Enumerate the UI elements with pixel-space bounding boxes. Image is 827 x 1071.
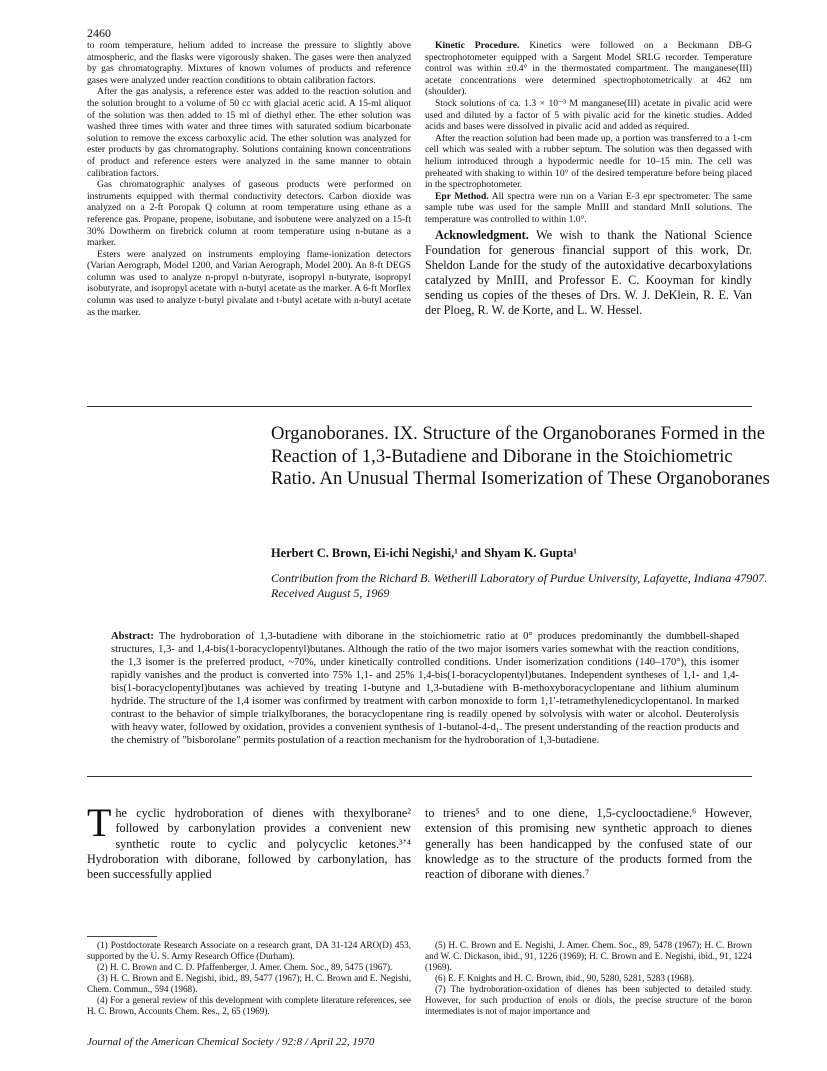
section-divider [87, 406, 752, 407]
paragraph [425, 191, 752, 226]
abstract-text: The hydroboration of 1,3-butadiene with diborane in the stoichiometric ratio at 0° produces predominantly the dumbbell-shaped structures, 1,3- and 1,4-bis(1-boracyclopentyl)butanes. Although the ratio of the two major isomers varies somewhat with the reaction conditions, the 1,3 isomer is the preferred product, ~70%, under kinetically controlled conditions. Under isomerization conditions (140–170°), this isomer rapidly vanishes and the product is converted into 75% 1,1- and 25% 1,4-bis(1-boracyclopentyl)butanes. Independent syntheses of 1,1- and 1,4-bis(1-boracyclopentyl)butanes was achieved by treating 1-butyne and 1,3-butadiene with B-methoxyboracyclopentane and lithium aluminum hydride. The structure of the 1,4 isomer was confirmed by treatment with carbon monoxide to form 1,1′-tetramethylenedicyclopentanol. In marked contrast to the behavior of simple trialkylboranes, the boracyclopentane ring is readily opened by solvolysis with water or alcohol. Deuterolysis with heavy water, followed by oxidation, provides a convenient synthesis of 1-butanol-4-d₁. The present understanding of the reaction products and the chemistry of "bisborolane" permits postulation of a reaction mechanism for the hydroboration of 1,3-butadiene. [111, 631, 739, 746]
footnote: (1) Postdoctorate Research Associate on a research grant, DA 31-124 ARO(D) 453, supported by the U. S. Army Research Office (Durham). [87, 940, 411, 961]
article-affiliation: Contribution from the Richard B. Wetherill Laboratory of Purdue University, Lafayette, Indiana 47907. Received August 5, 1969 [271, 571, 768, 600]
body-text: he cyclic hydroboration of dienes with thexylborane² followed by carbonylation provides a convenient new synthetic route to cyclic and polycyclic ketones.³ʼ⁴ Hydroboration with diborane, followed by carbonylation, has been successfully applied [87, 806, 411, 882]
footnote-rule [87, 936, 157, 937]
footnote: (2) H. C. Brown and C. D. Pfaffenberger, J. Amer. Chem. Soc., 89, 5475 (1967). [97, 962, 393, 972]
body-text-left [87, 800, 411, 882]
article-title: Organoboranes. IX. Structure of the Organoboranes Formed in the Reaction of 1,3-Butadiene and Diborane in the Stoichiometric Ratio. An Unusual Thermal Isomerization of These Organoboranes [271, 423, 770, 490]
paragraph: After the reaction solution had been made up, a portion was transferred to a 1-cm cell which was sealed with a rubber septum. The solution was then degassed with helium introduced through a hypodermic needle for 10–15 min. The cell was preheated with shaking to within 10° of the desired temperature before being placed in the spectrophotometer. [425, 132, 752, 191]
abstract-divider [87, 776, 752, 777]
kinetic-procedure-text: Kinetics were followed on a Beckmann DB-G spectrophotometer equipped with a Sargent Model SRLG recorder. Temperature control was within ±0.4° in the thermostated compartment. The manganese(III) acetate concentrations were determined spectrophotometrically at 462 nm (shoulder). [425, 40, 752, 98]
footnote: (4) For a general review of this development with complete literature references, see H. C. Brown, Accounts Chem. Res., 2, 65 (1969). [87, 995, 411, 1016]
paragraph: to room temperature, helium added to increase the pressure to slightly above atmospheric, and the flasks were vigorously shaken. The gases were then analyzed by gas chromatography. Mixtures of known volumes of products and reference gases were analyzed under reaction conditions to obtain calibration factors. [87, 40, 411, 86]
epr-method-heading: Epr Method. [435, 190, 489, 202]
page-number: 2460 [87, 26, 111, 40]
footnotes-left [87, 936, 411, 1017]
paragraph: Stock solutions of ca. 1.3 × 10⁻³ M manganese(III) acetate in pivalic acid were used and diluted by a factor of 5 with pivalic acid for the kinetic studies. Added acids and bases were dissolved in pivalic acid and added as required. [425, 97, 752, 133]
experimental-text-right [425, 40, 752, 318]
paragraph [87, 800, 411, 882]
acknowledgment-heading: Acknowledgment. [435, 227, 529, 242]
paragraph: to trienes⁵ and to one diene, 1,5-cyclooctadiene.⁶ However, extension of this promising new synthetic approach to dienes generally has been handicapped by the confused state of our knowledge as to the structure of the products formed from the reaction of diborane with dienes.⁷ [425, 806, 752, 882]
article-authors: Herbert C. Brown, Ei-ichi Negishi,¹ and Shyam K. Gupta¹ [271, 546, 577, 560]
journal-footer: Journal of the American Chemical Society / 92:8 / April 22, 1970 [87, 1036, 375, 1048]
footnote: (5) H. C. Brown and E. Negishi, J. Amer. Chem. Soc., 89, 5478 (1967); H. C. Brown and W. C. Dickason, ibid., 91, 1226 (1969); H. C. Brown and E. Negishi, ibid., 91, 1224 (1969). [425, 940, 752, 972]
paragraph [425, 40, 752, 98]
paragraph: Gas chromatographic analyses of gaseous products were performed on instruments equipped with thermal conductivity detectors. Carbon dioxide was analyzed on a 2-ft Poropak Q column at room temperature using ethane as a reference gas. Propane, propene, isobutane, and isobutene were analyzed on a 15-ft 30% Dowtherm on firebrick column at room temperature using n-butane as a marker. [87, 179, 411, 249]
drop-cap: T [87, 800, 112, 845]
experimental-text-left [87, 40, 411, 318]
body-text-right [425, 806, 752, 882]
paragraph: Esters were analyzed on instruments employing flame-ionization detectors (Varian Aerograph, Model 1200, and Varian Aerograph, Model 200). An 8-ft DEGS column was used to analyze n-propyl n-butyrate, isopropyl n-butyrate, isopropyl isobutyrate, and isopropyl acetate with n-butyl acetate as the marker. A 6-ft Morflex column was used to analyze t-butyl pivalate and t-butyl acetate with n-butyl acetate as the marker. [87, 248, 411, 318]
epr-method-text: All spectra were run on a Varian E-3 epr spectrometer. The same sample tube was used for the sample MnIII and standard MnII solutions. The temperature was controlled to within 1.0°. [425, 190, 752, 225]
acknowledgment [425, 228, 752, 319]
abstract [111, 630, 739, 747]
acknowledgment-text: We wish to thank the National Science Foundation for generous financial support of this work, Dr. Sheldon Lande for the study of the autoxidative decarboxylations catalyzed by MnIII, and Professor E. C. Kooyman for kindly sending us copies of the theses of Drs. W. J. DeKlein, R. E. Van der Ploeg, R. W. de Korte, and L. W. Hessel. [425, 227, 752, 317]
footnotes-right [425, 936, 752, 1017]
abstract-label: Abstract: [111, 631, 154, 642]
footnote: (3) H. C. Brown and E. Negishi, ibid., 89, 5477 (1967); H. C. Brown and E. Negishi, Chem. Commun., 594 (1968). [87, 973, 411, 994]
paragraph: After the gas analysis, a reference ester was added to the reaction solution and the solution brought to a volume of 50 cc with glacial acetic acid. A 15-ml aliquot of the solution was then added to 15 ml of diethyl ether. The ether solution was washed three times with water and three times with saturated sodium bicarbonate solution to remove the excess carboxylic acid. The ether solution was analyzed for ester products by gas chromatography. Solutions containing known concentrations of product and reference esters were analyzed in the same manner to obtain calibration factors. [87, 86, 411, 179]
footnote: (7) The hydroboration-oxidation of dienes has been subjected to detailed study. However, for such production of enols or diols, the precise structure of the boron intermediates is not of major importance and [425, 984, 752, 1016]
kinetic-procedure-heading: Kinetic Procedure. [435, 40, 520, 51]
footnote: (6) E. F. Knights and H. C. Brown, ibid., 90, 5280, 5281, 5283 (1968). [435, 973, 695, 983]
